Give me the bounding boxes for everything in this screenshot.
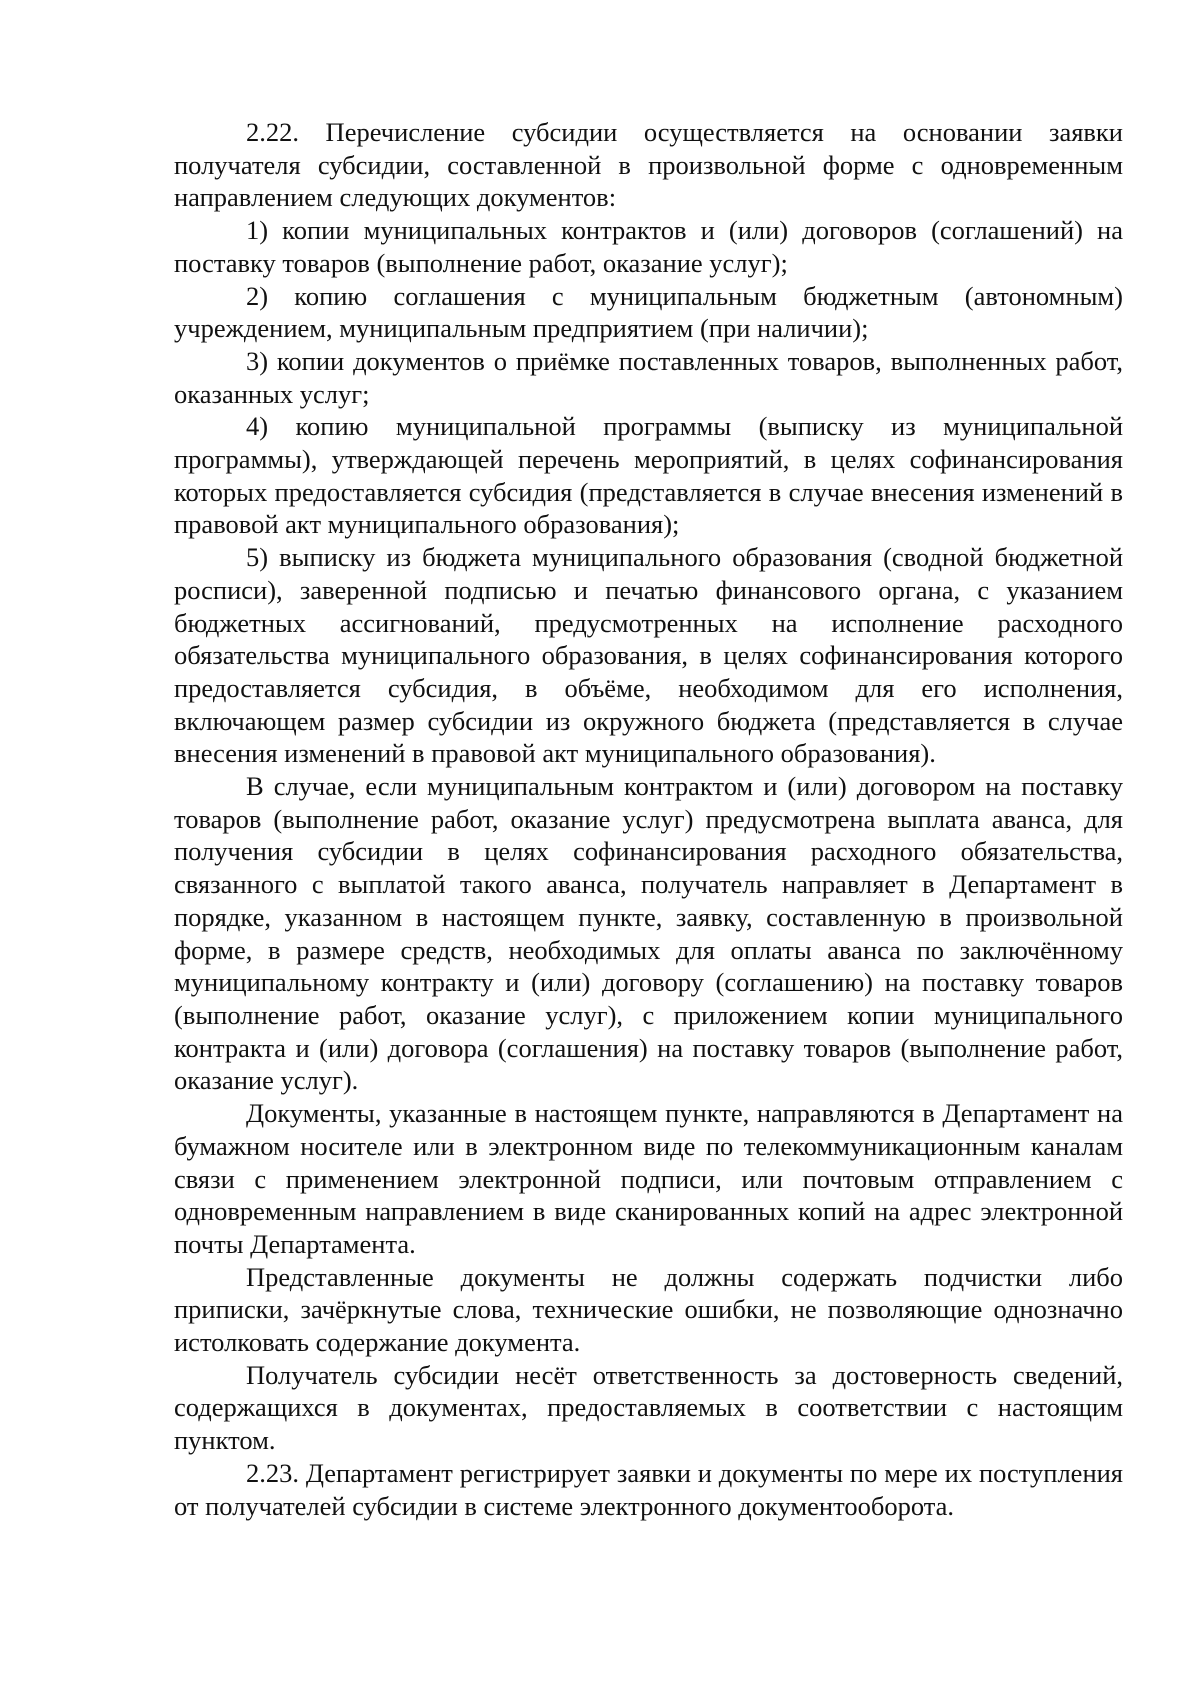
list-item-2: 2) копию соглашения с муниципальным бюджетным (автономным) учреждением, муниципальным предприятием (при наличии);	[174, 280, 1123, 344]
paragraph-submission: Документы, указанные в настоящем пункте, направляются в Департамент на бумажном носителе или в электронном виде по телекоммуникационным каналам связи с применением электронной подписи, или почтовым отправлением с одновременным направлением в виде сканированных копий на адрес электронной почты Департамента.	[174, 1098, 1123, 1259]
paragraph-2-22: 2.22. Перечисление субсидии осуществляется на основании заявки получателя субсидии, составленной в произвольной форме с одновременным направлением следующих документов:	[174, 117, 1123, 213]
list-item-4: 4) копию муниципальной программы (выписку из муниципальной программы), утверждающей перечень мероприятий, в целях софинансирования которых предоставляется субсидия (представляется в случае внесения изменений в правовой акт муниципального образования);	[174, 411, 1123, 540]
list-item-5: 5) выписку из бюджета муниципального образования (сводной бюджетной росписи), заверенной подписью и печатью финансового органа, с указанием бюджетных ассигнований, предусмотренных на исполнение расходного обязательства муниципального образования, в целях софинансирования которого предоставляется субсидия, в объёме, необходимом для его исполнения, включающем размер субсидии из окружного бюджета (представляется в случае внесения изменений в правовой акт муниципального образования).	[174, 542, 1123, 769]
list-item-1: 1) копии муниципальных контрактов и (или) договоров (соглашений) на поставку товаров (выполнение работ, оказание услуг);	[174, 215, 1123, 278]
list-item-3: 3) копии документов о приёмке поставленных товаров, выполненных работ, оказанных услуг;	[174, 345, 1123, 409]
paragraph-advance: В случае, если муниципальным контрактом и (или) договором на поставку товаров (выполнение работ, оказание услуг) предусмотрена выплата аванса, для получения субсидии в целях софинансирования расходного обязательства, связанного с выплатой такого аванса, получатель направляет в Департамент в порядке, указанном в настоящем пункте, заявку, составленную в произвольной форме, в размере средств, необходимых для оплаты аванса по заключённому муниципальному контракту и (или) договору (соглашению) на поставку товаров (выполнение работ, оказание услуг), с приложением копии муниципального контракта и (или) договора (соглашения) на поставку товаров (выполнение работ, оказание услуг).	[174, 771, 1123, 1096]
paragraph-requirements: Представленные документы не должны содержать подчистки либо приписки, зачёркнутые слова, технические ошибки, не позволяющие однозначно истолковать содержание документа.	[174, 1261, 1123, 1358]
paragraph-responsibility: Получатель субсидии несёт ответственность за достоверность сведений, содержащихся в документах, предоставляемых в соответствии с настоящим пунктом.	[174, 1359, 1123, 1456]
paragraph-2-23: 2.23. Департамент регистрирует заявки и документы по мере их поступления от получателей субсидии в системе электронного документооборота.	[174, 1457, 1123, 1521]
document-page	[174, 116, 1123, 1522]
